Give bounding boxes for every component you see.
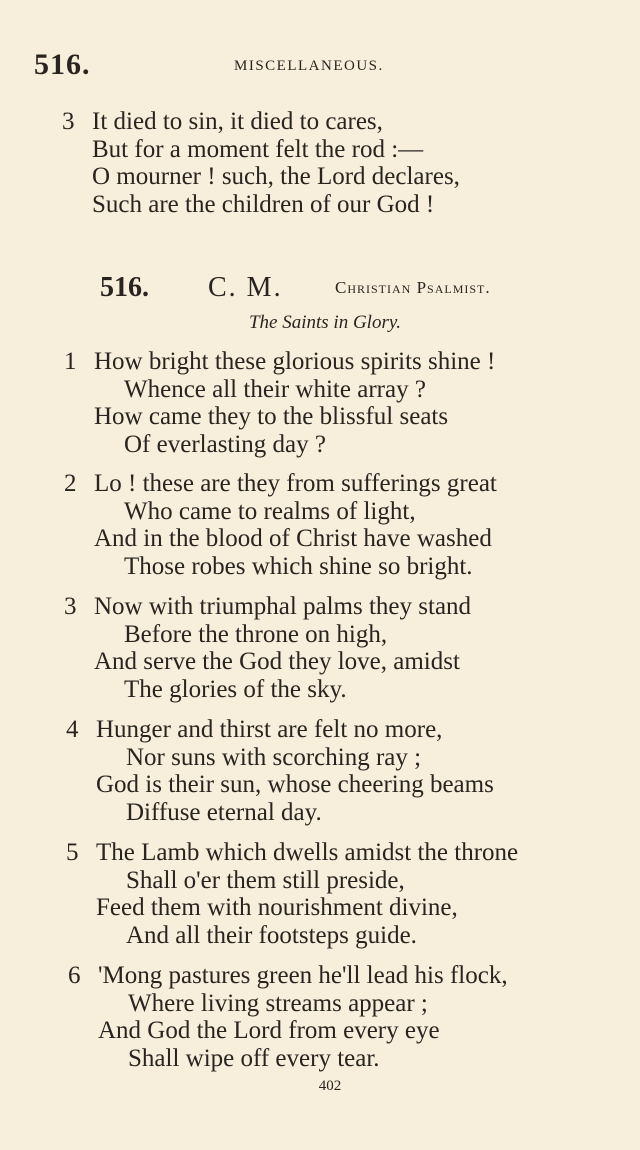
stanza-line: How came they to the blissful seats	[94, 403, 449, 430]
stanza-5	[66, 839, 518, 949]
stanza-line: Feed them with nourishment divine,	[96, 894, 458, 921]
stanza-line: Before the throne on high,	[124, 620, 388, 648]
running-head-hymn-number: 516.	[34, 48, 91, 81]
stanza-1	[64, 348, 495, 458]
stanza-line: Of everlasting day ?	[124, 430, 327, 458]
stanza-2	[64, 470, 497, 580]
stanza-4	[66, 716, 494, 826]
hymn-number: 516.	[100, 272, 149, 303]
stanza-number: 4	[66, 716, 79, 743]
stanza-line: Diffuse eternal day.	[126, 798, 322, 826]
stanza-line: Such are the children of our God !	[92, 190, 435, 218]
stanza-line: Who came to realms of light,	[124, 497, 416, 525]
stanza-line: How bright these glorious spirits shine !	[94, 348, 496, 375]
hymn-author: Christian Psalmist.	[335, 278, 491, 297]
stanza-line: Whence all their white array ?	[124, 375, 426, 403]
continued-stanza	[62, 108, 460, 218]
stanza-number: 3	[62, 108, 75, 135]
stanza-line: And in the blood of Christ have washed	[94, 525, 492, 552]
stanza-line: Where living streams appear ;	[128, 989, 428, 1017]
stanza-number: 3	[64, 593, 77, 620]
stanza-line: It died to sin, it died to cares,	[92, 108, 383, 135]
stanza-line: Shall o'er them still preside,	[126, 866, 405, 894]
stanza-number: 1	[64, 348, 77, 375]
stanza-line: Lo ! these are they from sufferings great	[94, 470, 497, 497]
hymn-meter: C. M.	[208, 272, 283, 303]
stanza-line: 'Mong pastures green he'll lead his flock,	[98, 962, 508, 989]
stanza-line: But for a moment felt the rod :—	[92, 135, 424, 163]
stanza-line: God is their sun, whose cheering beams	[96, 771, 494, 798]
stanza-number: 6	[68, 962, 81, 989]
stanza-line: The Lamb which dwells amidst the throne	[96, 839, 519, 866]
stanza-6	[68, 962, 508, 1072]
section-title: MISCELLANEOUS.	[234, 58, 384, 74]
stanza-line: Nor suns with scorching ray ;	[126, 743, 422, 771]
stanza-line: Shall wipe off every tear.	[128, 1044, 380, 1072]
page-number: 402	[318, 1078, 342, 1094]
running-head	[34, 48, 614, 84]
stanza-line: And serve the God they love, amidst	[94, 648, 460, 675]
stanza-line: Hunger and thirst are felt no more,	[96, 716, 443, 743]
stanza-3	[64, 593, 471, 703]
stanza-line: And all their footsteps guide.	[126, 921, 417, 949]
hymn-header	[100, 272, 620, 306]
stanza-line: And God the Lord from every eye	[98, 1017, 440, 1044]
stanza-line: The glories of the sky.	[124, 675, 347, 703]
stanza-line: Now with triumphal palms they stand	[94, 593, 472, 620]
stanza-line: Those robes which shine so bright.	[124, 552, 473, 580]
stanza-number: 2	[64, 470, 77, 497]
stanza-line: O mourner ! such, the Lord declares,	[92, 163, 460, 190]
hymn-title: The Saints in Glory.	[248, 312, 401, 333]
stanza-number: 5	[66, 839, 79, 866]
